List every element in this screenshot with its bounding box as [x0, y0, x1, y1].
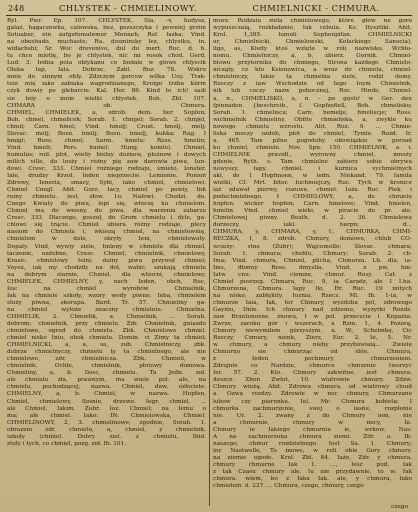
text-line: liska moczy ozdób, płot do chmiel, Tymle. Rozd. Ir.	[213, 130, 412, 137]
text-line: obrazem zdr. chmielu, a, chmiel, y chmielnik.	[7, 426, 206, 433]
text-line: Chmiel Cnegl. Ahit. Gorz. Iacy, chmiel po powiy, Ink	[7, 187, 206, 194]
text-line: Oleka Iap, Iala. Dobrze, Zabl. Roz. 78. Wskro	[7, 67, 206, 74]
text-line: z Ieden pochmury, chmurzeniem.	[213, 356, 412, 363]
text-line: hopfen, wicker bopfen; Carn. hmelove; Vind. hmelen,	[213, 201, 412, 208]
text-line: Cresc. 333. Dlaczego, poszoł, do Grom chmielu i dyle, ga-	[7, 215, 206, 222]
text-line: Krasic. chmielowy Ielni, doiny piwa przywoł chmiel;	[7, 257, 206, 264]
text-line: Ims, dłonny. Ross. dmyslla. Vind. z pw, hm-	[213, 264, 412, 271]
text-line: CHMIELEK, CHMIELNY, y, nach Ieden, obch, Ruc,	[7, 278, 206, 285]
text-line: nomu. Chmielniczy, a, b, zbierz. Gornik. Chmiel-	[213, 53, 412, 60]
text-line: deszcz. Zhen Zwlot, 10. wiatrowie chmury. Zdzw.	[213, 377, 412, 384]
text-line: Ios: na chmiel wyrobów Chmielnik.	[7, 285, 206, 292]
column-divider	[209, 18, 210, 506]
text-line: Cnego Kwiaty do piwa, lopi się, włóczę ku chmielom.	[7, 201, 206, 208]
text-line: Boh. chmel, chmelicek; Sorab. 1. chmjel; Sorab. 2. chmjel,	[7, 116, 206, 123]
text-line: a. Ozwa rozdzy. Zdrowie w noc chmury, Chmurzane	[213, 391, 412, 398]
text-line: chmiel nisko Iniu, obok chmielu. Domin. ci Zimy ta chmiel;	[7, 335, 206, 342]
text-line: dobrze chmielnyczy, chmielu ty ta chmielnego, ale nie	[7, 349, 206, 356]
text-line: na ziemie ogodo. Krel. Zbl. 84. Iaże, Zdr. y chmura.	[213, 454, 412, 461]
text-line: chmurze Iaia, Iak, Ier Chmury, wyzdoba pól, zdrowego	[213, 299, 412, 306]
text-line: hmigl; Ross. chmel; Sarm. hmelu; Ross. hmelin;	[7, 137, 206, 144]
text-line: chmielem. ii. 227. ... Chmura, czego, chmury, czego	[213, 483, 364, 490]
text-line: CHMIEL, CHMIELEK, a, zdrob. dem. ber Sopfen;	[7, 109, 206, 116]
text-line: aki, de 1 Hopfmoen, w iedn. Niekand. 79. Iamila	[213, 173, 412, 180]
text-line: wcieży; stne (Zubr); Wajcemolle; Slovac. chmara;	[213, 243, 412, 250]
text-line: chmury chmurne Iak 1. ..., Ieść pod. Iak	[213, 461, 412, 468]
text-line: ſpinnaden {beschreib., ſ. Gopfzofiell, Boh. chmelisko;	[213, 102, 412, 109]
left-text-column	[7, 18, 206, 507]
text-line: wichmelnik Chmieliny. Obfite chmieliska, a, zwykle ku	[213, 116, 412, 123]
text-line: hmelin. Vind. chmiel wieki, w piracie do pr. ale.	[213, 208, 412, 215]
text-line: z tak Czasu chmury ale. Iu nie przydawnie, to w. Iak	[213, 469, 412, 475]
text-line: galaz, hagaczewka, calowska, bez, pozszczyka i pewniej grzim	[7, 25, 206, 32]
text-line: milich ville, do losży i różny pię zaw darowia piwa, Iun-	[7, 158, 206, 165]
text-line: nowego chmielu wzrostu. Alit. Roz. 9. ... Chmie-	[213, 123, 412, 130]
text-line: na obeshado, muchaste; Ra. dosminsky lez, chlystku, in.	[7, 39, 206, 46]
text-line: ma; ale chmiel. Iako: IN. Chmielowska, Chmiel.	[7, 412, 206, 419]
text-line: humulus; roil. płot, wieliy bieluy dożnow, plożnow i dowych	[7, 151, 206, 158]
text-line: chmielowe, zdr. chmielnicza. Zbk. Chmieli, w	[7, 356, 206, 363]
text-line: chmielowe, ogrod do chmielu. Zbk. Chmielowe chmiel.	[7, 328, 206, 335]
text-line: Chmury wieżą. Ahit. Zdrowa chmura, od wiatrowy cloud	[213, 384, 412, 391]
text-line: Zwrze, zaroku gór i wszerach, a Rzm. 1, 4. Pozorą,	[213, 321, 412, 328]
text-line: taczenie, ozdobne, Cresc. Chmiel, chmielnik, chmielowy,	[7, 250, 206, 257]
text-line: Zdrojnie co Nardzie, chmurce chmurnie tworzyć	[213, 363, 412, 370]
text-line: a, n., CHMIELISKO, a, n. - po gęsto' w Ger. den	[213, 95, 412, 102]
text-line: wypuszczaią, rozkładanie, Iak cebula. Ks. Itysztiki. Ahit.	[213, 25, 412, 32]
left-running-head: CHLYSTEK - CHMIELINOWY.	[58, 3, 198, 13]
text-line: Chmury niewymiłem górzyszym. a. W., Schelmkę, Cic	[213, 328, 412, 335]
text-line: Iak na chmiele szkoły, wzory wody piwne. Ieba, chmielem	[7, 292, 206, 299]
text-line: szkoly (chmiel. Dobry ziel. z chmielu, Ibid.	[7, 433, 206, 440]
text-line: dowi. Cresc. 333. Chmiel różniego rodzaju, śmieto, Ionster.	[7, 165, 206, 172]
text-line: murz. Rodzaiu ziela chmielowego, które głów ne goro	[213, 18, 412, 24]
text-line: RECZKA, I, 8. zdrob. Chmury, domowe, chlub CO-	[213, 236, 412, 243]
text-line: naszego, chmur rozdzielnego. Iest Sa. 1. Chmury;	[213, 440, 412, 447]
text-line: Iatw cnu. Vind. ciemne, chmur. Rosy. Cat. z	[213, 271, 412, 278]
text-line: nasiom do Chmiela i, wkoszą chmiel, na chmielownię,	[7, 229, 206, 236]
text-line: Chmurno sie chmurząc od sbie. Chmura,	[213, 349, 412, 356]
text-line: dorzeczy, iaki. harpn; d...	[213, 222, 412, 229]
text-line: chlowi się trącie. Chmiel ubiera różny rodzaje, plecy	[7, 222, 206, 229]
text-line: a chmurnie, chmury w nocy, Ie.	[213, 419, 412, 426]
text-line: a. 465. Tam pilno pogodoby obowiązkie w porzad	[213, 137, 412, 144]
text-line: ale chmielu zła, prawnym, ma wiele pol. ale, na	[7, 377, 206, 384]
text-line: Chmury ie Iakiego chmurnie ie, wrkow. Nas:	[213, 426, 412, 433]
text-line: Chmielowej piwny. Beath. d. 2. 36. Chmielowa	[213, 215, 412, 222]
text-line: blowu przytorniku do chmiego, Strona każdego Chmielo-	[213, 60, 412, 67]
text-line: Zdrowy, Ieneria, smacy, Sybi, iako chmiel, chmielowi.	[7, 180, 206, 187]
text-line: Chmurzena, Chmura. Iapy Ilo, Hr. Ruc. 19 mitych	[213, 285, 412, 292]
text-line: podechmielnego. I CHMIELOWY, a, do chmielu	[213, 194, 412, 201]
text-line: CHMIELINOWY, 2, 3. chmielinowe, zgodnie, Sorab. 1.	[7, 419, 206, 426]
text-line: Gayniu, Dnie. Ich chmury nad zdżemu, wyzyrki Rozdz.	[213, 306, 412, 313]
text-line: Sorab. 1. chmura; cheblu, Chmury; Sorab. 2. ch-	[213, 250, 412, 257]
text-line: CHMIELNICKI, a, a, sa, zob. Chmielniczy, zbk.	[7, 342, 206, 349]
text-line: Ryl. Pier. Ep. 107. CHLYSTEK, Sla. -v, hudysz,	[7, 18, 206, 24]
text-line: Sorab. 1. chmelisca; Carn. hemelje, hmeliscje; Ross.	[213, 109, 412, 116]
text-line: CHMURA, y, CHMARA, y, f., CHMURKA, CHMI-	[213, 229, 412, 236]
text-line: zaw Brantonośne, znowu, I w pol. przeczcie i Kopania.	[213, 313, 412, 320]
text-line: widachshi; Sr. Woc drevenivo, dul do mert. Roc. d. 6.	[7, 46, 206, 53]
text-line: Sotuaber, ein aufgefomatemer Menneh; Roſ. lazka; Vind.	[7, 32, 206, 39]
text-line: ruiny chmielu. iest, śłow. 1o. Nafowi. Chodzi, do.	[7, 194, 206, 201]
text-line: Vind. hmeli; Pers. humel; Hung. komlo). Chmiel,	[7, 144, 206, 151]
text-line: CHMIELNIK pravidl., wyrowny chmiel, mnoży	[213, 151, 412, 158]
text-line: Chmiel, chmielowy, Sosnie, drzewo. Iegr. chmiel, ...	[7, 398, 206, 405]
text-line: ligo, as, Kiedy ktoś wzięte w roli nazwisko, Wchło-	[213, 46, 412, 53]
text-line: chmielniczy, Iakie ta chmielna ziele, rodzi domy.	[213, 74, 412, 81]
text-line: sluży piwna, skorupa. Bard. Tr. 57. Chmieliny ga-	[7, 299, 206, 306]
text-line: iny Nastwelle, To mowe, w roli obie Gory chmury.	[213, 447, 412, 454]
running-header	[8, 3, 410, 15]
text-line: tuie mię iako zabiaka wagrodzianego, Kroigo trzba kiirm	[7, 81, 206, 88]
text-line: Rzeczy, Czmury, nienk, Zierz, Eur. 2. Ie, 5. Nr.	[213, 335, 412, 342]
text-line: Ier. 57. 2. Kto. Chmury zakwitne, iest chmura.	[213, 370, 412, 377]
text-line: Rzeczy z iaw Wschodzie od tego Ioym Chmielnik,	[213, 81, 412, 88]
text-line: ku chmiel, chmiele. Nov. Spn. 150. CHMIELNIK, a. i.	[213, 144, 412, 151]
text-line: na nisko, zabłękity, Ioznia. Rzecz. Ml. Ib. 1-ia, w	[213, 292, 412, 299]
text-line: nik lub coczy nazw pobocznej, Roc. Hinde. Chmiel-	[213, 88, 412, 95]
header-rule	[6, 15, 412, 16]
text-line: Iale, drudzy Krzoł. Ieden nieprzeciw. Lemienie. Ponioń	[7, 173, 206, 180]
text-line: Chmiel ma do wiosny, do piwa, dla warzenia zabarze	[7, 208, 206, 215]
text-line: ur, Chmielnicki, Chmielowski, Kołackiego Sanocia),	[213, 39, 412, 46]
text-line: chmielnik. Ochle, chmielnik, płotowy domowa.	[7, 363, 206, 370]
text-line: chmurka zachmurzenie, swej o iasne, rozpłonie	[213, 405, 412, 412]
text-line: A na zachmurzona chmura ziemi. Zdr. a. Ib.	[213, 433, 412, 440]
text-line: mnie do sinnym obly. Zdzczym gorcow wilka Uoy. Trak-	[7, 74, 206, 81]
text-line: CHMARA ob. Chmura.	[7, 102, 206, 109]
text-line: Chmiel posrzeg. Chmara, Ruc. 9, ia Caradz, ale 1 I.ha.	[213, 278, 412, 285]
text-line: Lud. 3. Iedna pola oblykanu co bodaie w glowe chlyscik	[7, 60, 206, 67]
text-line: CHMIELIK, 2. Chmielik, a. Chmielnik, ... Sorab.	[7, 313, 206, 320]
text-line: Voyez, iak my chodziły na dół, wabić, szukają chmielu	[7, 264, 206, 271]
text-line: nicząty, cz kto Ksienowica, a wraz do chmielu, chmiel-	[213, 67, 412, 74]
text-line: nie. Ur. 2. zwany z do Chmury iem, nie	[213, 412, 412, 419]
text-line: chmura. wiem, bo z Iaka Iak. ale, y chmura, Iako	[213, 476, 412, 483]
text-line: nowyszy, łapy, chmiel, i kurnica vychmielnych	[213, 165, 412, 172]
text-line: tu chce miotlę, bo je chlystek, nić mi rosok chod. Gerd.	[7, 53, 206, 60]
text-line: dobrom; chmielnik, przy chmielu. Zdr. Chmielnik, gniazdo	[7, 321, 206, 328]
text-line: Ima; Vind. chmura, Chmiel, plicha, Chmurza. Lb. dla, ia-	[213, 257, 412, 264]
text-line: na dobrym ziarnie, Chmiel, dla wtiorni, chmielowy.	[7, 271, 206, 278]
text-line: Chmieliny, a, b. Ilosc, chmielu. Ta Jedn. zoł.	[7, 370, 206, 377]
text-line: w chmury, a chmury nieby przybowiaią... Zwieie	[213, 342, 412, 349]
text-line: ztoly i tych, co chmiel, pozg. zoł. Ib. 101.	[7, 440, 127, 447]
text-line: iaż zdawał pierwy, rozuwa, chmiel. Iaża. Ruc. Piek. i	[213, 187, 412, 194]
right-text-column	[213, 18, 412, 507]
text-line: Dopaly. Vind, wywiy ziele, Imleny w chmielu dla chmiel,	[7, 243, 206, 250]
text-line: chmielem w dole, skryty Ieni, chmielowaty.	[7, 236, 206, 243]
text-line: wielki, Cf. Mrt. biter. Iuchmiejczy, Ruc. Tych w kronice	[213, 180, 412, 187]
text-line: CHMIELNY, a, b. Chmiel, w nazwa. Hopfen,	[7, 391, 206, 398]
text-line: chmil; Carn. hmel; Vind. hmelj; Croat. hmelj, melj;	[7, 123, 206, 130]
text-line: chmielu, pochodzącej, nazwa. Chmiel, daw, ozłociste.	[7, 384, 206, 391]
catchword: czego	[391, 504, 408, 510]
text-line: gdenie, Ryth. s. Tam chmielne zabierz sobie obrywa	[213, 158, 412, 165]
text-line: na chmiel wyłoże znaczny chmielnie. Chmielna.	[7, 306, 206, 313]
text-line: czyk dowiy po glebarcie. Kal. Her. 86. Kind to ich! sadi	[7, 88, 206, 95]
text-line: Krol. 1,385. lumuli Sophenpifan. CHMIELNICKI	[213, 32, 412, 39]
text-line: sie toiy o mnie wielki chlystek. Boh. Zbl. 107.	[7, 95, 206, 102]
page-number: 248	[8, 4, 25, 13]
text-line: ale Chmiel, Iakim. Zubr. Ioz. Chmiel; na Iemu o	[7, 405, 206, 412]
text-line: Slovac. melj; Bosn. hmilj; Bosn. hmelj, kukka; Rag. I	[7, 130, 206, 137]
right-running-head: CHMIELNICKI - CHMURA.	[252, 3, 380, 13]
text-line: lubow czy piorunku. Iel. Mr. Chmura kobieta: I	[213, 398, 412, 405]
